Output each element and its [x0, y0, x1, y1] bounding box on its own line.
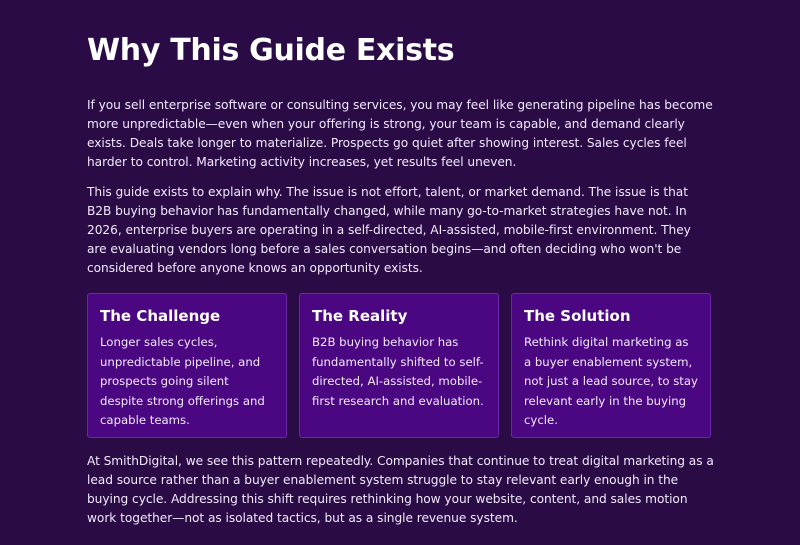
reality-card-text: B2B buying behavior has fundamentally shifted to self-directed, AI-assisted, mobile-first research and evaluation.: [312, 335, 484, 408]
intro-paragraph: If you sell enterprise software or consulting services, you may feel like generating pipeline has become more unpredictable—even when your offering is strong, your team is capable, and demand clearly exists. Deals take longer to materialize. Prospects go quiet after showing interest. Sales cycles feel harder to control. Marketing activity increases, yet results feel uneven.: [87, 98, 713, 169]
challenge-card-text: Longer sales cycles, unpredictable pipeline, and prospects going silent despite strong offerings and capable teams.: [100, 335, 265, 427]
solution-card-title: The Solution: [524, 307, 631, 325]
closing-paragraph: At SmithDigital, we see this pattern repeatedly. Companies that continue to treat digital marketing as a lead source rather than a buyer enablement system struggle to stay relevant early enough in the buying cycle. Addressing this shift requires rethinking how your website, content, and sales motion work together—not as isolated tactics, but as a single revenue system.: [87, 454, 714, 525]
challenge-card: [87, 293, 287, 438]
challenge-card-title: The Challenge: [100, 307, 221, 325]
page-title: Why This Guide Exists: [87, 33, 455, 68]
reality-card: [299, 293, 499, 438]
reality-card-title: The Reality: [312, 307, 408, 325]
purpose-paragraph: This guide exists to explain why. The issue is not effort, talent, or market demand. The issue is that B2B buying behavior has fundamentally changed, while many go-to-market strategies have not. In 2026, enterprise buyers are operating in a self-directed, AI-assisted, mobile-first environment. They are evaluating vendors long before a sales conversation begins—and often deciding who won't be considered before anyone knows an opportunity exists.: [87, 185, 691, 275]
insight-cards: [87, 293, 714, 438]
solution-card-text: Rethink digital marketing as a buyer enablement system, not just a lead source, to stay relevant early in the buying cycle.: [524, 335, 698, 427]
solution-card: [511, 293, 711, 438]
